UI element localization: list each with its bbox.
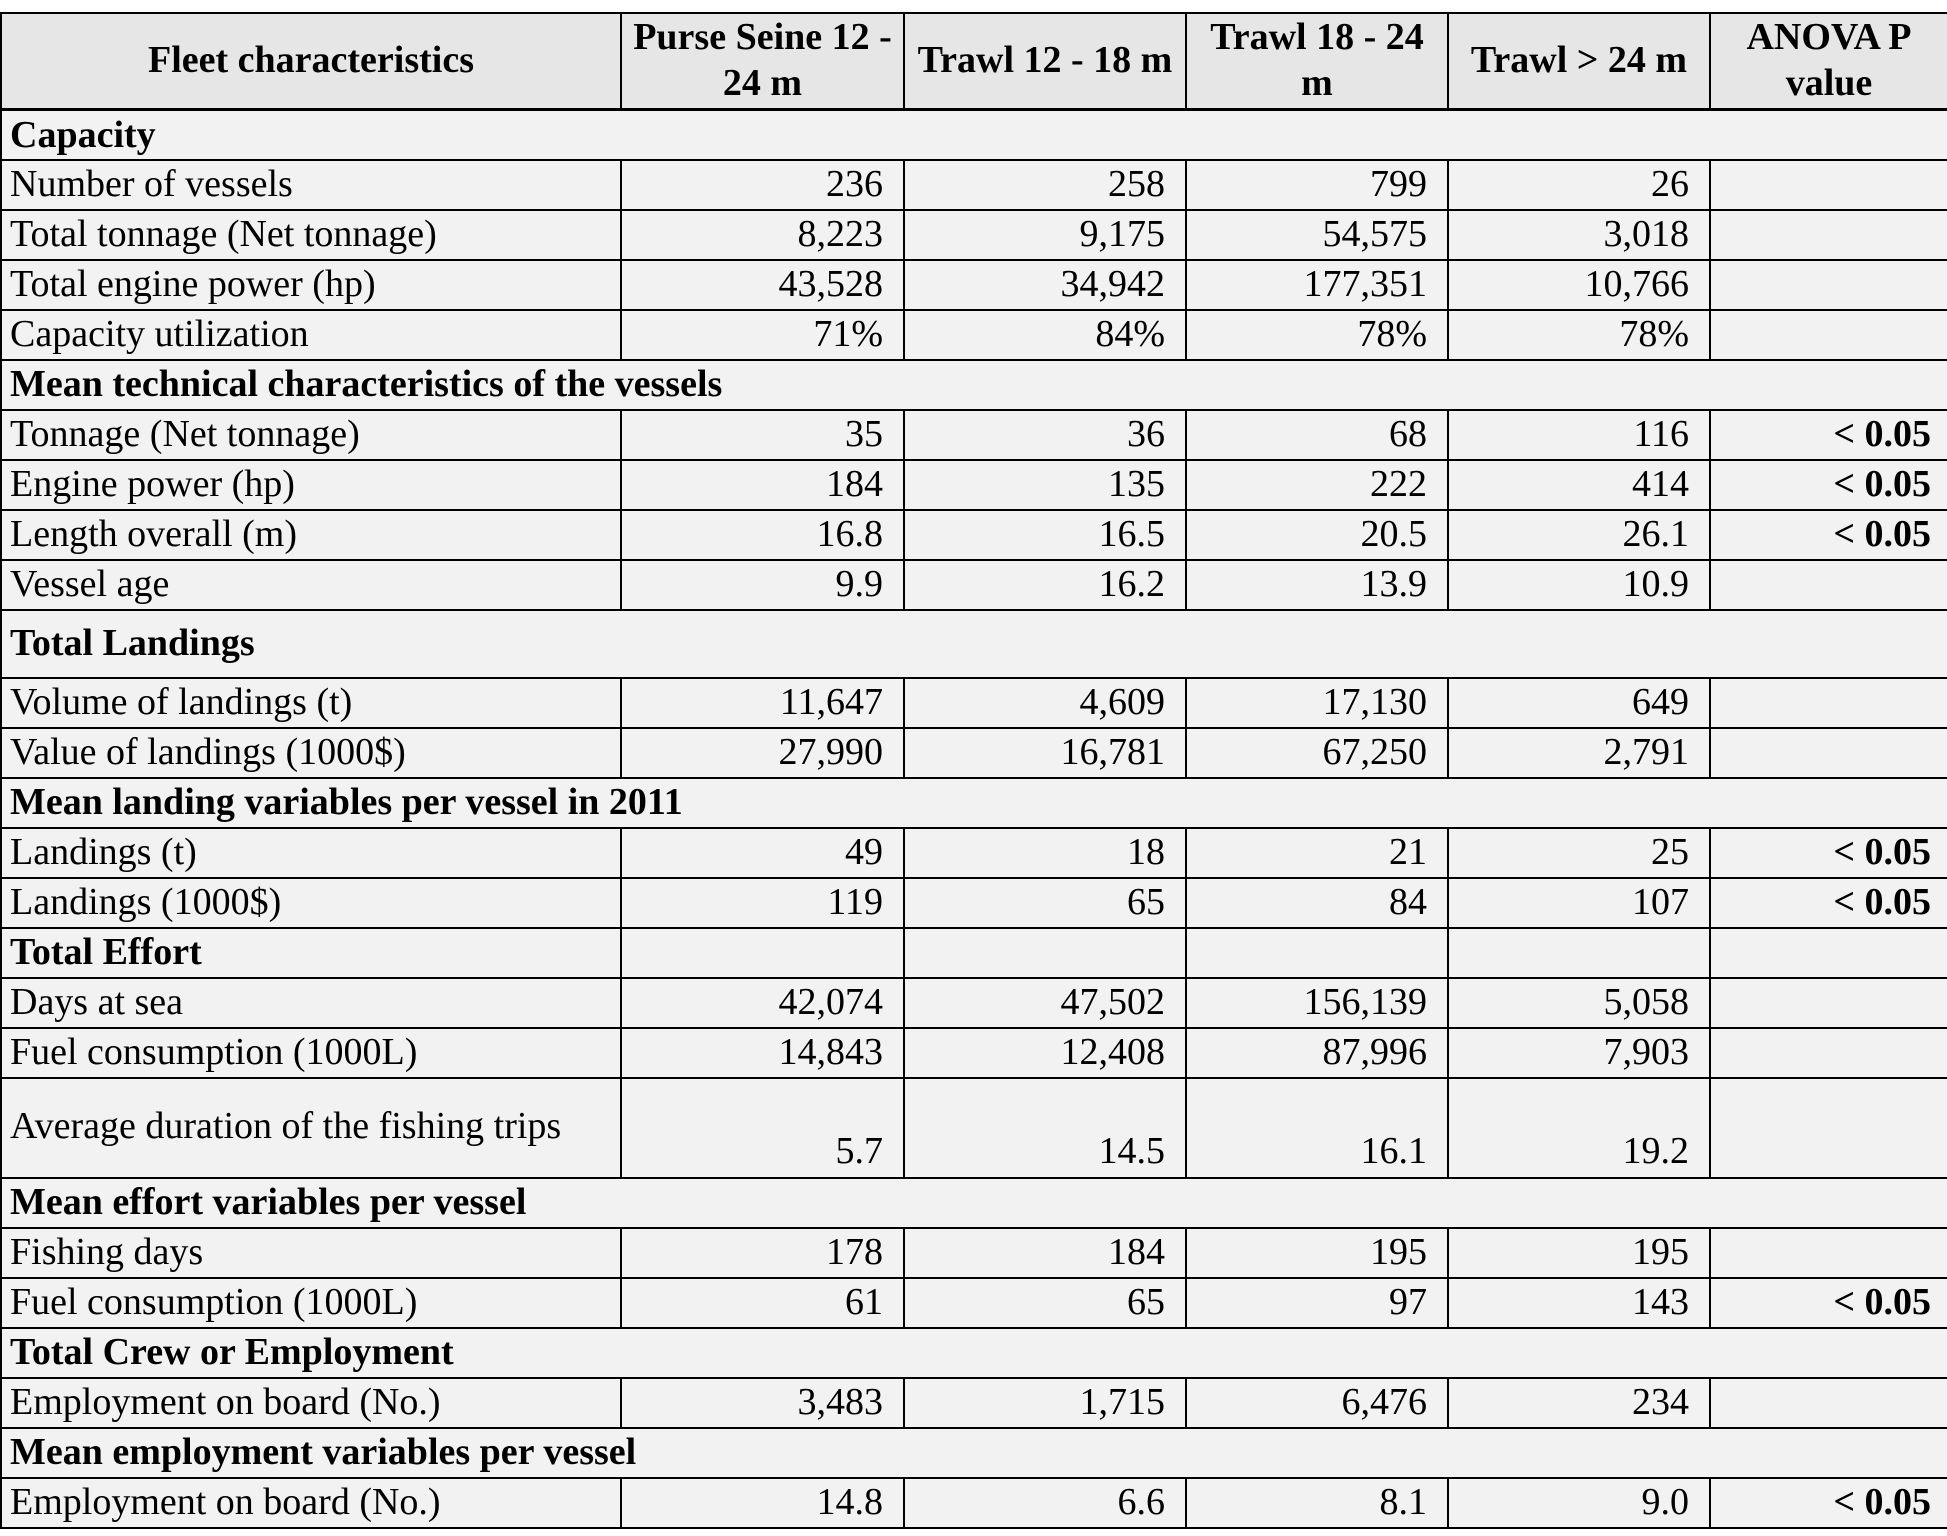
cell-purse-seine: 11,647 [621, 678, 904, 728]
section-mean-effort: Mean effort variables per vessel [1, 1178, 1947, 1228]
cell-trawl-gt-24: 5,058 [1448, 978, 1710, 1028]
cell-trawl-gt-24: 26 [1448, 160, 1710, 210]
table-row [1, 510, 1947, 560]
cell-trawl-12-18: 84% [904, 310, 1186, 360]
cell-trawl-12-18: 184 [904, 1228, 1186, 1278]
cell-trawl-gt-24: 7,903 [1448, 1028, 1710, 1078]
cell-purse-seine: 61 [621, 1278, 904, 1328]
header-fleet-characteristics: Fleet characteristics [1, 13, 621, 110]
cell-trawl-gt-24: 19.2 [1448, 1078, 1710, 1178]
row-label: Employment on board (No.) [1, 1478, 621, 1528]
cell-anova [1710, 310, 1947, 360]
cell-anova: < 0.05 [1710, 878, 1947, 928]
cell-purse-seine: 5.7 [621, 1078, 904, 1178]
row-label: Tonnage (Net tonnage) [1, 410, 621, 460]
row-label: Length overall (m) [1, 510, 621, 560]
table-row [1, 1228, 1947, 1278]
section-row [1, 1178, 1947, 1228]
table-row [1, 1278, 1947, 1328]
section-row [1, 1328, 1947, 1378]
table-row [1, 210, 1947, 260]
section-row [1, 778, 1947, 828]
cell-trawl-gt-24: 414 [1448, 460, 1710, 510]
section-row [1, 360, 1947, 410]
section-mean-employment: Mean employment variables per vessel [1, 1428, 1947, 1478]
cell-trawl-18-24: 68 [1186, 410, 1448, 460]
cell-purse-seine: 119 [621, 878, 904, 928]
table-row [1, 160, 1947, 210]
cell-trawl-18-24: 87,996 [1186, 1028, 1448, 1078]
cell-trawl-18-24: 20.5 [1186, 510, 1448, 560]
table-row [1, 1078, 1947, 1178]
cell-trawl-12-18: 6.6 [904, 1478, 1186, 1528]
row-label: Vessel age [1, 560, 621, 610]
cell-anova [1710, 560, 1947, 610]
cell-purse-seine: 9.9 [621, 560, 904, 610]
cell-trawl-12-18: 47,502 [904, 978, 1186, 1028]
cell-trawl-12-18: 16.5 [904, 510, 1186, 560]
cell-trawl-gt-24: 9.0 [1448, 1478, 1710, 1528]
row-label: Value of landings (1000$) [1, 728, 621, 778]
row-label: Average duration of the fishing trips [1, 1078, 621, 1178]
table-row [1, 828, 1947, 878]
table-row [1, 310, 1947, 360]
cell-anova [1710, 1078, 1947, 1178]
cell-purse-seine: 236 [621, 160, 904, 210]
cell-trawl-gt-24: 195 [1448, 1228, 1710, 1278]
row-label: Capacity utilization [1, 310, 621, 360]
cell-purse-seine: 42,074 [621, 978, 904, 1028]
cell-trawl-18-24: 97 [1186, 1278, 1448, 1328]
row-label: Volume of landings (t) [1, 678, 621, 728]
row-label: Fishing days [1, 1228, 621, 1278]
cell-anova: < 0.05 [1710, 460, 1947, 510]
row-label: Number of vessels [1, 160, 621, 210]
table-row [1, 878, 1947, 928]
table-row [1, 260, 1947, 310]
header-trawl-18-24: Trawl 18 - 24 m [1186, 13, 1448, 110]
cell-trawl-gt-24: 26.1 [1448, 510, 1710, 560]
cell-trawl-18-24: 156,139 [1186, 978, 1448, 1028]
cell-trawl-gt-24: 10,766 [1448, 260, 1710, 310]
section-row [1, 110, 1947, 160]
table-row [1, 460, 1947, 510]
row-label: Total tonnage (Net tonnage) [1, 210, 621, 260]
cell-trawl-18-24: 78% [1186, 310, 1448, 360]
cell-trawl-18-24: 16.1 [1186, 1078, 1448, 1178]
cell-trawl-gt-24: 3,018 [1448, 210, 1710, 260]
cell-anova: < 0.05 [1710, 510, 1947, 560]
cell-trawl-12-18: 16,781 [904, 728, 1186, 778]
cell-trawl-12-18: 258 [904, 160, 1186, 210]
cell-purse-seine: 43,528 [621, 260, 904, 310]
cell-anova: < 0.05 [1710, 410, 1947, 460]
header-trawl-gt-24: Trawl > 24 m [1448, 13, 1710, 110]
cell-purse-seine: 14.8 [621, 1478, 904, 1528]
cell-trawl-12-18: 4,609 [904, 678, 1186, 728]
cell-trawl-gt-24: 649 [1448, 678, 1710, 728]
cell-anova: < 0.05 [1710, 1478, 1947, 1528]
cell-purse-seine: 16.8 [621, 510, 904, 560]
cell-purse-seine: 49 [621, 828, 904, 878]
table-row [1, 678, 1947, 728]
cell-anova [1710, 210, 1947, 260]
cell-trawl-18-24: 195 [1186, 1228, 1448, 1278]
section-row [1, 610, 1947, 678]
cell-anova [1710, 728, 1947, 778]
fleet-characteristics-table [0, 12, 1947, 1529]
cell-trawl-12-18: 1,715 [904, 1378, 1186, 1428]
table-row [1, 1478, 1947, 1528]
header-purse-seine: Purse Seine 12 - 24 m [621, 13, 904, 110]
section-total-landings: Total Landings [1, 610, 1947, 678]
cell-trawl-12-18: 14.5 [904, 1078, 1186, 1178]
cell-trawl-18-24: 67,250 [1186, 728, 1448, 778]
table-row [1, 728, 1947, 778]
cell-anova [1710, 678, 1947, 728]
table-row [1, 1378, 1947, 1428]
cell-trawl-gt-24: 116 [1448, 410, 1710, 460]
section-row [1, 928, 1947, 978]
cell-anova: < 0.05 [1710, 828, 1947, 878]
empty-cell [1448, 928, 1710, 978]
row-label: Fuel consumption (1000L) [1, 1278, 621, 1328]
row-label: Landings (1000$) [1, 878, 621, 928]
header-trawl-12-18: Trawl 12 - 18 m [904, 13, 1186, 110]
cell-trawl-gt-24: 10.9 [1448, 560, 1710, 610]
cell-trawl-12-18: 9,175 [904, 210, 1186, 260]
cell-anova [1710, 1378, 1947, 1428]
section-row [1, 1428, 1947, 1478]
cell-trawl-12-18: 135 [904, 460, 1186, 510]
cell-purse-seine: 71% [621, 310, 904, 360]
cell-purse-seine: 184 [621, 460, 904, 510]
cell-trawl-12-18: 34,942 [904, 260, 1186, 310]
cell-trawl-12-18: 65 [904, 878, 1186, 928]
row-label: Days at sea [1, 978, 621, 1028]
cell-trawl-18-24: 17,130 [1186, 678, 1448, 728]
cell-trawl-18-24: 799 [1186, 160, 1448, 210]
cell-trawl-gt-24: 25 [1448, 828, 1710, 878]
cell-purse-seine: 8,223 [621, 210, 904, 260]
cell-purse-seine: 27,990 [621, 728, 904, 778]
empty-cell [904, 928, 1186, 978]
cell-anova: < 0.05 [1710, 1278, 1947, 1328]
row-label: Total engine power (hp) [1, 260, 621, 310]
cell-trawl-gt-24: 78% [1448, 310, 1710, 360]
cell-trawl-18-24: 8.1 [1186, 1478, 1448, 1528]
empty-cell [1710, 928, 1947, 978]
cell-trawl-18-24: 13.9 [1186, 560, 1448, 610]
cell-trawl-12-18: 36 [904, 410, 1186, 460]
cell-trawl-gt-24: 143 [1448, 1278, 1710, 1328]
row-label: Fuel consumption (1000L) [1, 1028, 621, 1078]
cell-trawl-gt-24: 234 [1448, 1378, 1710, 1428]
cell-anova [1710, 1028, 1947, 1078]
row-label: Landings (t) [1, 828, 621, 878]
empty-cell [1186, 928, 1448, 978]
section-mean-technical: Mean technical characteristics of the vessels [1, 360, 1947, 410]
table-row [1, 410, 1947, 460]
cell-trawl-18-24: 177,351 [1186, 260, 1448, 310]
cell-anova [1710, 1228, 1947, 1278]
empty-cell [621, 928, 904, 978]
table-row [1, 1028, 1947, 1078]
section-mean-landing: Mean landing variables per vessel in 2011 [1, 778, 1947, 828]
cell-trawl-18-24: 6,476 [1186, 1378, 1448, 1428]
table-row [1, 560, 1947, 610]
header-anova-p-value: ANOVA P value [1710, 13, 1947, 110]
cell-trawl-12-18: 65 [904, 1278, 1186, 1328]
cell-trawl-18-24: 54,575 [1186, 210, 1448, 260]
header-row [1, 13, 1947, 110]
section-total-effort: Total Effort [1, 928, 621, 978]
cell-purse-seine: 35 [621, 410, 904, 460]
row-label: Engine power (hp) [1, 460, 621, 510]
cell-trawl-12-18: 16.2 [904, 560, 1186, 610]
cell-trawl-gt-24: 107 [1448, 878, 1710, 928]
cell-anova [1710, 260, 1947, 310]
section-total-crew: Total Crew or Employment [1, 1328, 1947, 1378]
cell-purse-seine: 3,483 [621, 1378, 904, 1428]
cell-trawl-18-24: 21 [1186, 828, 1448, 878]
cell-trawl-18-24: 84 [1186, 878, 1448, 928]
row-label: Employment on board (No.) [1, 1378, 621, 1428]
cell-trawl-gt-24: 2,791 [1448, 728, 1710, 778]
table-row [1, 978, 1947, 1028]
cell-anova [1710, 978, 1947, 1028]
section-capacity: Capacity [1, 110, 1947, 160]
cell-trawl-12-18: 12,408 [904, 1028, 1186, 1078]
cell-purse-seine: 178 [621, 1228, 904, 1278]
cell-anova [1710, 160, 1947, 210]
cell-trawl-18-24: 222 [1186, 460, 1448, 510]
cell-trawl-12-18: 18 [904, 828, 1186, 878]
cell-purse-seine: 14,843 [621, 1028, 904, 1078]
